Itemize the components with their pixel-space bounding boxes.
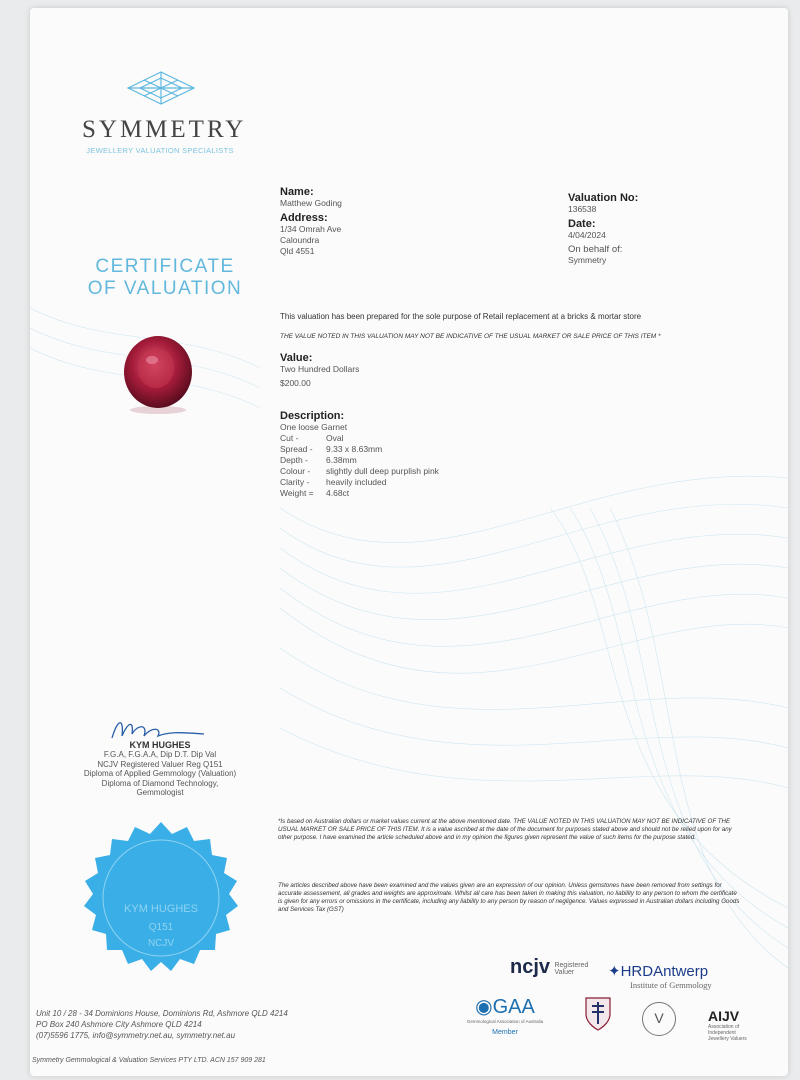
aijv-badge	[708, 1008, 747, 1042]
description-key: Colour -	[280, 466, 311, 476]
description-key: Depth -	[280, 455, 308, 465]
seal-reg: Q151	[148, 922, 174, 933]
gaa-name: GAA	[492, 996, 535, 1018]
value-block	[280, 352, 480, 389]
certificate-title-line1: CERTIFICATE	[95, 256, 235, 277]
fine-print-valuation: *Is based on Australian dollars or market values current at the above mentioned date. THE VALUE NOTED IN THIS VALUATION MAY NOT BE INDICATIVE OF THE USUAL MARKET OR SALE PRICE OF THIS ITEM. It is a value ascribed at the date of the document for purposes stated above and should not be relied upon for any other purpose. I have examined the article scheduled above and in my opinion the figures given represent the value of such items for the purpose stated.	[278, 818, 732, 841]
behalf-label: On behalf of:	[568, 244, 623, 255]
description-row	[280, 466, 540, 477]
aijv-sub2: Independent	[708, 1030, 736, 1036]
fine-print-liability: The articles described above have been examined and the values given are an expression of our opinion. Unless gemstones have been removed from settings for accurate assessement, all grades and weights are approximate. Whilst all care has been taken in making this valuation, no liability to any person to whom the certificate is given for any errors or omissions in the certificate, including any liability to any person by reason of negligence. Values expressed in Australian dollars including Goods and Services Tax (GST)	[278, 882, 740, 913]
gaa-badge	[460, 994, 550, 1036]
certificate-title	[70, 256, 260, 300]
gaa-logo-text: ◉GAA	[475, 996, 535, 1018]
seal-name: KYM HUGHES	[124, 903, 198, 915]
description-item: One loose Garnet	[280, 422, 348, 432]
value-label: Value:	[280, 352, 313, 364]
valuation-date: 4/04/2024	[568, 230, 606, 240]
address-line: 1/34 Omrah Ave	[280, 224, 342, 234]
description-key: Cut -	[280, 433, 299, 443]
seal-org: NCJV	[147, 938, 175, 949]
registered-valuer-seal	[76, 820, 246, 990]
hrd-badge	[608, 962, 712, 990]
client-block	[280, 186, 480, 257]
address-line: PO Box 240 Ashmore City Ashmore QLD 4214	[36, 1020, 202, 1029]
description-value: heavily included	[326, 477, 387, 487]
value-amount: $200.00	[280, 378, 311, 388]
description-value: slightly dull deep purplish pink	[326, 466, 439, 476]
signer-name: KYM HUGHES	[129, 740, 191, 750]
valuation-number: 136538	[568, 204, 597, 214]
gaa-sub: Gemmological Association of Australia	[466, 1019, 544, 1024]
description-value: 4.68ct	[326, 488, 350, 498]
description-row	[280, 488, 540, 499]
crest-icon	[582, 994, 614, 1034]
description-block	[280, 410, 540, 499]
symmetry-logo-icon	[126, 70, 196, 106]
client-address	[280, 224, 480, 257]
signer-credential: NCJV Registered Valuer Reg Q151	[97, 759, 223, 769]
contact-line: (07)5596 1775, info@symmetry.net.au, symmetry.net.au	[36, 1031, 236, 1040]
purpose-text: This valuation has been prepared for the sole purpose of Retail replacement at a bricks & mortar store	[280, 312, 642, 321]
disclaimer-short: THE VALUE NOTED IN THIS VALUATION MAY NOT BE INDICATIVE OF THE USUAL MARKET OR SALE PRICE OF THIS ITEM *	[280, 333, 661, 340]
description-key: Clarity -	[280, 477, 310, 487]
hrd-sub: Institute of Gemmology	[630, 980, 712, 990]
v-badge-icon: V	[642, 1002, 676, 1036]
description-key: Weight =	[280, 488, 314, 498]
description-row	[280, 455, 540, 466]
client-name: Matthew Goding	[280, 198, 342, 208]
signer-block	[60, 740, 260, 798]
signer-credential: Diploma of Applied Gemmology (Valuation)	[83, 769, 237, 778]
description-value: Oval	[326, 433, 344, 443]
hrd-logo-text: ✦HRDAntwerp	[608, 963, 709, 980]
valuation-block	[568, 192, 748, 266]
certificate-paper	[30, 8, 788, 1076]
description-label: Description:	[280, 410, 345, 422]
ncjv-badge	[510, 956, 588, 979]
garnet-gem-photo	[122, 334, 194, 416]
description-row	[280, 444, 540, 455]
company-footer: Symmetry Gemmological & Valuation Services PTY LTD. ACN 157 909 281	[32, 1057, 266, 1064]
aijv-logo-text: AIJV	[708, 1008, 740, 1024]
gaa-member: Member	[492, 1029, 518, 1036]
signer-credential: Gemmologist	[136, 788, 184, 797]
description-value: 6.38mm	[326, 455, 357, 465]
brand-tagline: JEWELLERY VALUATION SPECIALISTS	[86, 146, 234, 155]
hrd-name: HRDAntwerp	[620, 963, 709, 980]
signer-credential: F.G.A, F.G.A.A, Dip D.T. Dip Val	[103, 750, 217, 759]
value-words: Two Hundred Dollars	[280, 364, 360, 374]
address-line: Unit 10 / 28 - 34 Dominions House, Dominions Rd, Ashmore QLD 4214	[36, 1009, 288, 1018]
ncjv-sub2: Valuer	[554, 968, 575, 976]
company-address	[36, 1008, 366, 1041]
brand-name: SYMMETRY	[82, 116, 247, 143]
address-line: Qld 4551	[280, 246, 315, 256]
valuation-number-label: Valuation No:	[568, 192, 639, 204]
aijv-sub3: Jewellery Valuers	[708, 1036, 747, 1042]
ncjv-sub1: Registered	[554, 961, 589, 969]
name-label: Name:	[280, 186, 314, 198]
description-row	[280, 433, 540, 444]
date-label: Date:	[568, 218, 596, 230]
aijv-sub1: Association of	[708, 1024, 740, 1030]
address-line: Caloundra	[280, 235, 320, 245]
signer-credential: Diploma of Diamond Technology,	[101, 778, 219, 788]
address-label: Address:	[280, 212, 328, 224]
description-row	[280, 477, 540, 488]
description-key: Spread -	[280, 444, 313, 454]
behalf-value: Symmetry	[568, 255, 607, 265]
certificate-title-line2: OF VALUATION	[87, 278, 243, 299]
ncjv-logo-text: ncjv	[510, 956, 551, 978]
description-value: 9.33 x 8.63mm	[326, 444, 383, 454]
